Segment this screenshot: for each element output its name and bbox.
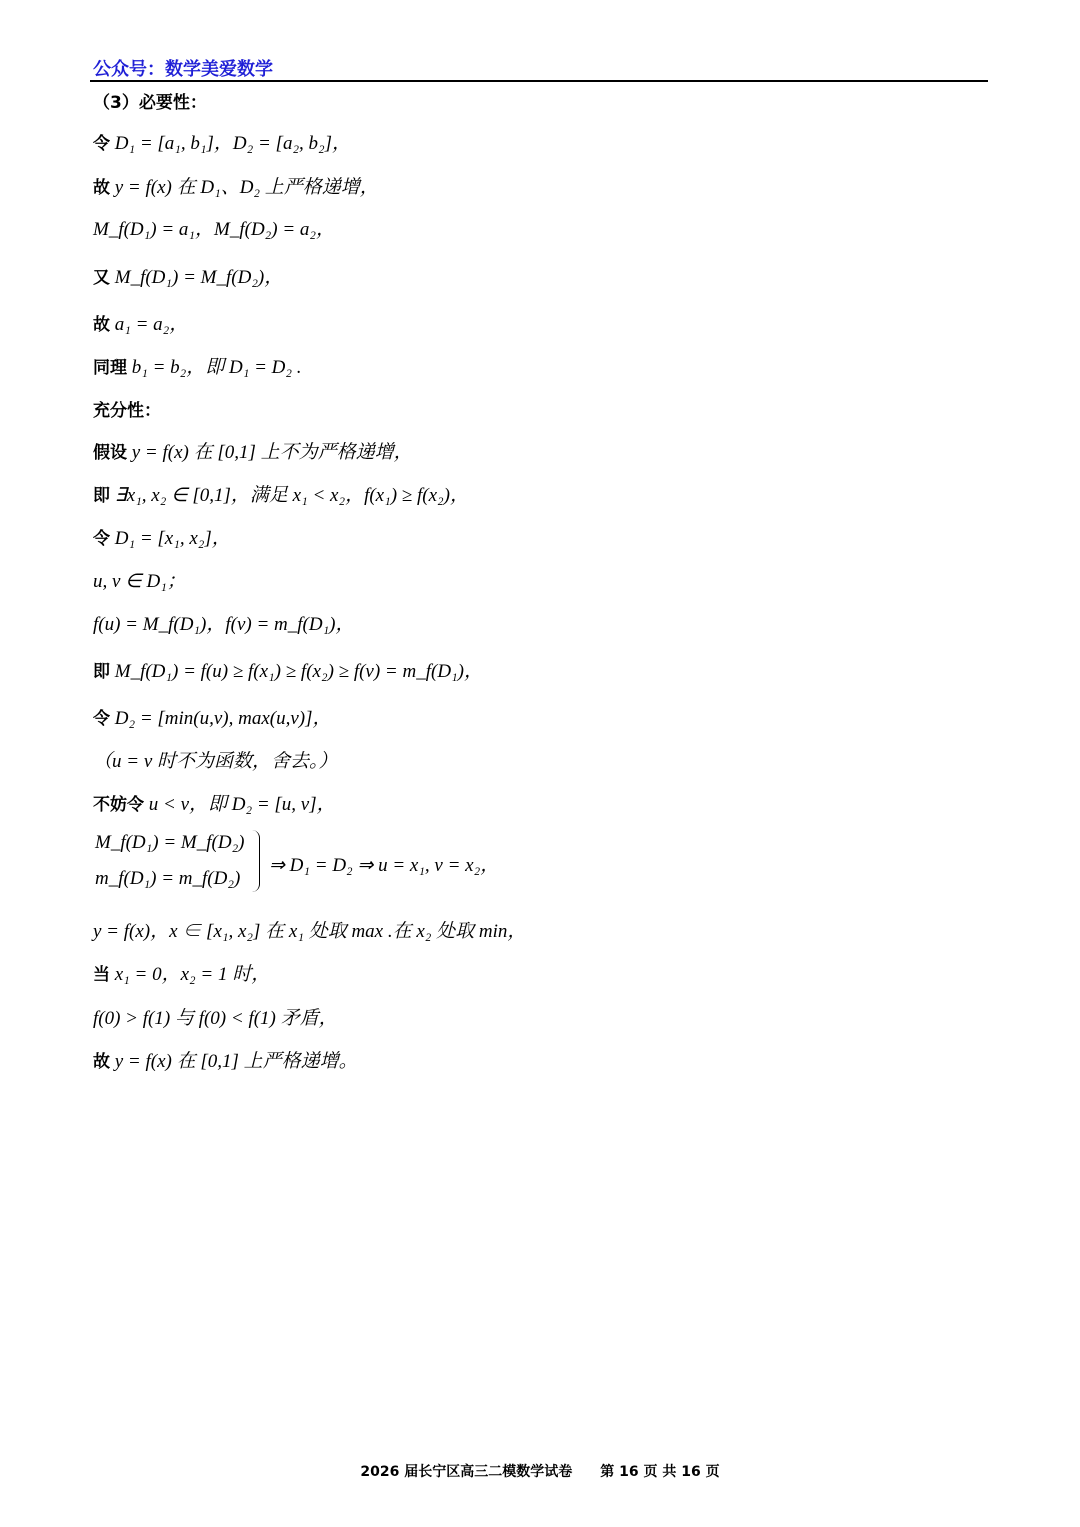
solution-line: [93, 523, 231, 550]
math-expression: f(u) = M_f(D₁)，f(v) = m_f(D₁)，: [93, 614, 355, 635]
math-expression: y = f(x)，x ∈ [x₁, x₂] 在 x₁ 处取 max .在 x₂ 处取 min，: [93, 921, 527, 942]
solution-line: [93, 746, 338, 773]
line-label: 假设: [93, 443, 127, 463]
solution-line: [93, 789, 336, 816]
solution-line: [93, 214, 335, 241]
line-label: 故: [93, 178, 110, 198]
line-label: 当: [93, 965, 110, 985]
math-expression: u, v ∈ D₁；: [93, 571, 186, 592]
math-expression: a₁ = a₂，: [114, 314, 189, 335]
solution-line: [93, 128, 351, 155]
math-expression: M_f(D₁) = f(u) ≥ f(x₁) ≥ f(x₂) ≥ f(v) = m_f(D₁)，: [114, 661, 483, 682]
equation-system: [93, 828, 553, 898]
solution-line: [93, 703, 332, 730]
line-label: 令: [93, 529, 110, 549]
math-expression: y = f(x) 在 [0,1] 上严格递增。: [114, 1051, 358, 1072]
line-label: 即: [93, 486, 110, 506]
system-implication: ⇒ D₁ = D₂ ⇒ u = x₁, v = x₂，: [269, 855, 500, 876]
solution-line: [93, 916, 526, 943]
line-label: 故: [93, 315, 110, 335]
line-label: 同理: [93, 358, 127, 378]
line-text: 充分性：: [93, 401, 161, 421]
header-divider: [90, 80, 988, 82]
line-label: 令: [93, 709, 110, 729]
line-label: 令: [93, 134, 110, 154]
math-expression: b₁ = b₂，即 D₁ = D₂ .: [131, 357, 302, 378]
line-text: （3）必要性：: [93, 93, 207, 113]
header-wechat-account: 公众号：数学美爱数学: [93, 59, 273, 80]
line-label: 不妨令: [93, 795, 144, 815]
system-row-min: m_f(D₁) = m_f(D₂): [95, 868, 241, 889]
math-expression: ∃x₁, x₂ ∈ [0,1]，满足 x₁ < x₂，f(x₁) ≥ f(x₂)，: [114, 485, 469, 506]
line-label: 故: [93, 1052, 110, 1072]
solution-line: [93, 1046, 358, 1073]
solution-line: [93, 480, 469, 507]
section-necessity-title: [93, 88, 207, 114]
solution-line: [93, 437, 413, 464]
solution-line: [93, 566, 186, 593]
solution-line: [93, 172, 379, 199]
solution-line: [93, 352, 302, 379]
solution-line: [93, 1003, 338, 1030]
solution-line: [93, 656, 483, 683]
math-expression: D₂ = [min(u,v), max(u,v)]，: [114, 708, 332, 729]
section-sufficiency-title: [93, 396, 161, 422]
math-expression: （u = v 时不为函数，舍去。）: [93, 751, 338, 772]
line-label: 即: [93, 662, 110, 682]
math-expression: f(0) > f(1) 与 f(0) < f(1) 矛盾，: [93, 1008, 338, 1029]
math-expression: u < v，即 D₂ = [u, v]，: [148, 794, 336, 815]
math-expression: y = f(x) 在 D₁、D₂ 上严格递增，: [114, 177, 379, 198]
solution-line: [93, 609, 355, 636]
solution-line: [93, 959, 270, 986]
system-row-max: M_f(D₁) = M_f(D₂): [95, 832, 245, 853]
solution-line: [93, 262, 283, 289]
right-brace: [251, 830, 260, 892]
line-label: 又: [93, 268, 110, 288]
page-footer: 2026 届长宁区高三二模数学试卷 第 16 页 共 16 页: [360, 1464, 720, 1480]
math-expression: D₁ = [x₁, x₂]，: [114, 528, 231, 549]
math-expression: M_f(D₁) = M_f(D₂)，: [114, 267, 284, 288]
math-expression: M_f(D₁) = a₁，M_f(D₂) = a₂，: [93, 219, 336, 240]
solution-line: [93, 309, 188, 336]
math-expression: y = f(x) 在 [0,1] 上不为严格递增，: [131, 442, 413, 463]
math-expression: x₁ = 0，x₂ = 1 时，: [114, 964, 271, 985]
math-expression: D₁ = [a₁, b₁]，D₂ = [a₂, b₂]，: [114, 133, 352, 154]
